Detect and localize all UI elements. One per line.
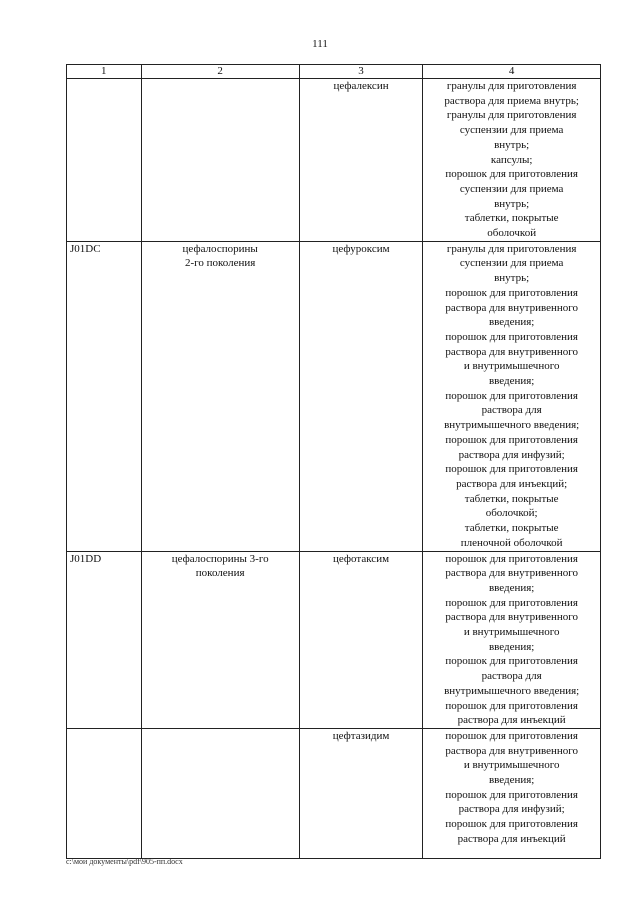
dosage-form-line: раствора для инъекций	[457, 832, 566, 845]
dosage-form-line: внутрь;	[494, 197, 530, 210]
table-row	[67, 551, 601, 728]
dosage-form-line: капсулы;	[490, 153, 533, 166]
dosage-form-line: порошок для приготовления	[445, 433, 578, 446]
dosage-forms-cell	[423, 241, 601, 551]
dosage-form-line: порошок для приготовления	[445, 788, 578, 801]
table-row	[67, 241, 601, 551]
dosage-form-line: внутримышечного введения;	[444, 419, 580, 432]
atc-code-cell	[67, 79, 142, 242]
dosage-form-line: и внутримышечного	[463, 360, 560, 373]
dosage-form-line: порошок для приготовления	[445, 655, 578, 668]
dosage-form-line: пленочной оболочкой	[460, 536, 563, 549]
dosage-form-line: порошок для приготовления	[445, 286, 578, 299]
dosage-form-line: введения;	[488, 640, 535, 653]
dosage-forms-cell	[423, 728, 601, 858]
dosage-form-line: таблетки, покрытые	[464, 522, 559, 535]
dosage-form-line: раствора для инфузий;	[458, 448, 565, 461]
page-number: 111	[312, 38, 328, 50]
dosage-form-line: порошок для приготовления	[445, 389, 578, 402]
atc-code-cell: J01DD	[67, 551, 142, 728]
dosage-form-line: внутрь;	[494, 138, 530, 151]
dosage-form-line: и внутримышечного	[463, 759, 560, 772]
drug-name-cell: цефотаксим	[299, 551, 423, 728]
drug-table	[66, 64, 601, 859]
dosage-form-line: порошок для приготовления	[445, 463, 578, 476]
table-header-row	[67, 65, 601, 79]
dosage-form-line: раствора для	[481, 404, 542, 417]
atc-code-cell: J01DC	[67, 241, 142, 551]
dosage-form-line: внутрь;	[494, 272, 530, 285]
dosage-form-line: порошок для приготовления	[445, 596, 578, 609]
dosage-form-line: порошок для приготовления	[445, 729, 578, 742]
dosage-forms-cell	[423, 79, 601, 242]
group-cell	[141, 551, 299, 728]
dosage-form-line: оболочкой;	[485, 507, 538, 520]
dosage-form-line: суспензии для приема	[459, 257, 564, 270]
dosage-form-line: порошок для приготовления	[445, 699, 578, 712]
table-row	[67, 728, 601, 858]
dosage-form-line: оболочкой	[487, 227, 537, 240]
dosage-form-line: введения;	[488, 375, 535, 388]
dosage-form-line: введения;	[488, 316, 535, 329]
group-cell	[141, 241, 299, 551]
dosage-form-line: раствора для внутривенного	[445, 744, 578, 757]
column-header-3: 3	[299, 65, 423, 79]
dosage-form-line: порошок для приготовления	[445, 818, 578, 831]
table-row	[67, 79, 601, 242]
dosage-form-line: раствора для внутривенного	[445, 567, 578, 580]
dosage-form-line: суспензии для приема	[459, 182, 564, 195]
dosage-form-line: внутримышечного введения;	[444, 684, 580, 697]
column-header-4: 4	[423, 65, 601, 79]
dosage-form-line: раствора для инъекций	[457, 714, 566, 727]
dosage-form-line: таблетки, покрытые	[464, 492, 559, 505]
column-header-2: 2	[141, 65, 299, 79]
file-path-footer: c:\мои документы\pdf\905-пп.docx	[66, 857, 183, 866]
group-line: цефалоспорины	[182, 242, 258, 255]
column-header-1: 1	[67, 65, 142, 79]
dosage-form-line: и внутримышечного	[463, 626, 560, 639]
dosage-forms-cell	[423, 551, 601, 728]
dosage-form-line: введения;	[488, 581, 535, 594]
group-cell	[141, 728, 299, 858]
dosage-form-line: раствора для внутривенного	[445, 611, 578, 624]
dosage-form-line: гранулы для приготовления	[446, 80, 577, 92]
dosage-form-line: раствора для инфузий;	[458, 803, 565, 816]
dosage-form-line: раствора для внутривенного	[445, 301, 578, 314]
dosage-form-line: раствора для приема внутрь;	[444, 94, 579, 107]
dosage-form-line: порошок для приготовления	[445, 330, 578, 343]
group-cell	[141, 79, 299, 242]
group-line: цефалоспорины 3-го	[171, 552, 269, 565]
atc-code-cell	[67, 728, 142, 858]
dosage-form-line: таблетки, покрытые	[464, 212, 559, 225]
group-line: 2-го поколения	[184, 257, 256, 270]
dosage-form-line: гранулы для приготовления	[446, 242, 577, 255]
group-line: поколения	[195, 567, 245, 580]
drug-name-cell: цефтазидим	[299, 728, 423, 858]
dosage-form-line: порошок для приготовления	[445, 552, 578, 565]
dosage-form-line: раствора для	[481, 670, 542, 683]
dosage-form-line: раствора для внутривенного	[445, 345, 578, 358]
dosage-form-line: порошок для приготовления	[445, 168, 578, 181]
dosage-form-line: суспензии для приема	[459, 124, 564, 137]
dosage-form-line: гранулы для приготовления	[446, 109, 577, 122]
drug-name-cell: цефалексин	[299, 79, 423, 242]
dosage-form-line: введения;	[488, 774, 535, 787]
dosage-form-line: раствора для инъекций;	[456, 477, 568, 490]
drug-name-cell: цефуроксим	[299, 241, 423, 551]
